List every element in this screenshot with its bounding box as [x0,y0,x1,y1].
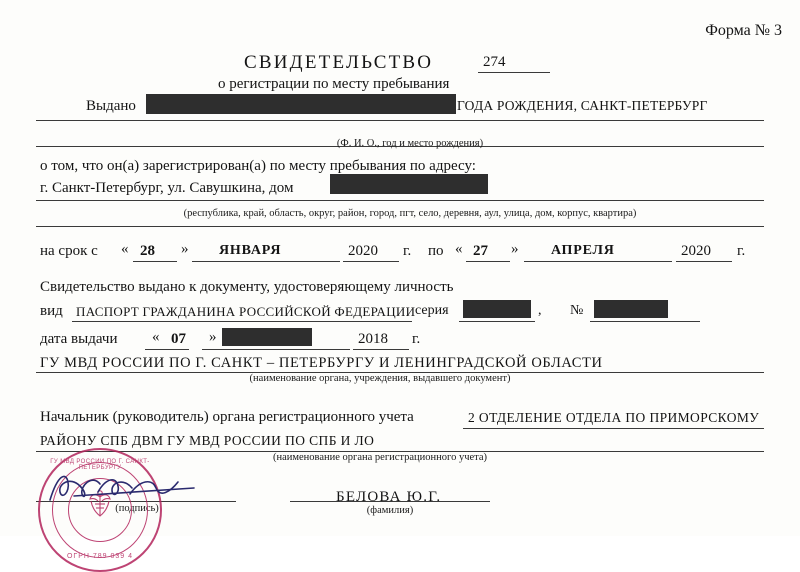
comma-separator: , [538,303,542,318]
nomer-underline [590,321,700,322]
issued-to-label: Выдано [86,98,136,114]
issue-date-g: г. [412,331,421,347]
caption-address: (республика, край, область, округ, район, город, пгт, село, деревня, аул, улица, дом, корпус, квартира) [183,208,637,219]
nomer-label: № [570,303,584,318]
vid-label: вид [40,303,63,319]
certificate-number: 274 [483,54,506,70]
issue-date-year: 2018 [358,331,388,347]
chief-org-underline-1 [463,428,764,429]
redacted-address-block [330,174,488,194]
term-g-1: г. [403,243,412,259]
caption-signature: (подпись) [115,503,159,514]
chief-org-line-1: 2 ОТДЕЛЕНИЕ ОТДЕЛА ПО ПРИМОРСКОМУ [468,410,760,425]
term-day-from: 28 [140,243,155,259]
stamp-top-text: ГУ МВД РОССИИ ПО Г. САНКТ-ПЕТЕРБУРГУ [50,459,150,471]
caption-issuing-authority: (наименование органа, учреждения, выдавшего документ) [249,373,511,384]
chief-label: Начальник (руководитель) органа регистрационного учета [40,409,414,425]
registration-address: г. Санкт-Петербург, ул. Савушкина, дом [40,180,294,196]
birth-place-text: ГОДА РОЖДЕНИЯ, САНКТ-ПЕТЕРБУРГ [457,98,708,113]
caption-surname: (фамилия) [366,505,414,516]
issue-year-underline [353,349,409,350]
redacted-name-block [146,94,456,114]
term-year-from-underline [343,261,399,262]
redacted-seria-block [463,300,531,318]
issued-to-underline [36,120,764,121]
redacted-issue-month-block [222,328,312,346]
identity-doc-intro: Свидетельство выдано к документу, удостоверяющему личность [40,279,454,295]
term-quote-open-1: « [121,241,129,257]
chief-org-line-2: РАЙОНУ СПБ ДВМ ГУ МВД РОССИИ ПО СПБ И ЛО [40,433,375,448]
term-po: по [428,243,444,259]
term-year-from: 2020 [348,243,378,259]
stamp-bottom-text: ОГРН 789 039 4 [66,553,134,560]
double-headed-eagle-icon [84,488,116,522]
term-month-to-underline [524,261,672,262]
term-quote-close-1: » [181,241,189,257]
issuing-authority: ГУ МВД РОССИИ ПО Г. САНКТ – ПЕТЕРБУРГУ И ЛЕНИНГРАДСКОЙ ОБЛАСТИ [40,355,603,371]
term-day-from-underline [133,261,177,262]
term-g-2: г. [737,243,746,259]
form-number: Форма № 3 [705,22,782,39]
page-subtitle: о регистрации по месту пребывания [218,76,450,92]
registration-intro: о том, что он(а) зарегистрирован(а) по месту пребывания по адресу: [40,158,476,174]
term-month-from: ЯНВАРЯ [219,243,282,258]
term-year-to: 2020 [681,243,711,259]
term-quote-close-2: » [511,241,519,257]
surname-underline [290,501,490,502]
term-label: на срок с [40,243,98,259]
address-underline-2 [36,226,764,227]
redacted-nomer-block [594,300,668,318]
page-title: СВИДЕТЕЛЬСТВО [244,52,434,73]
issue-date-label: дата выдачи [40,331,118,347]
term-quote-open-2: « [455,241,463,257]
seria-label: серия [415,303,449,318]
caption-fio: (Ф. И. О., год и место рождения) [336,138,484,149]
date-quote-close: » [209,329,217,345]
term-month-from-underline [192,261,340,262]
address-underline [36,200,764,201]
issue-date-day-underline [145,349,189,350]
seria-underline [459,321,535,322]
term-year-to-underline [676,261,732,262]
caption-chief-org: (наименование органа регистрационного учета) [272,452,488,463]
issue-month-underline [202,349,350,350]
term-day-to: 27 [473,243,488,259]
official-stamp [38,448,162,572]
issue-date-day: 07 [171,331,186,347]
term-day-to-underline [466,261,510,262]
date-quote-open: « [152,329,160,345]
certificate-number-underline [478,72,550,73]
chief-surname: БЕЛОВА Ю.Г. [336,489,442,505]
vid-value: ПАСПОРТ ГРАЖДАНИНА РОССИЙСКОЙ ФЕДЕРАЦИИ [76,304,416,319]
vid-underline [72,321,412,322]
term-month-to: АПРЕЛЯ [551,243,615,258]
